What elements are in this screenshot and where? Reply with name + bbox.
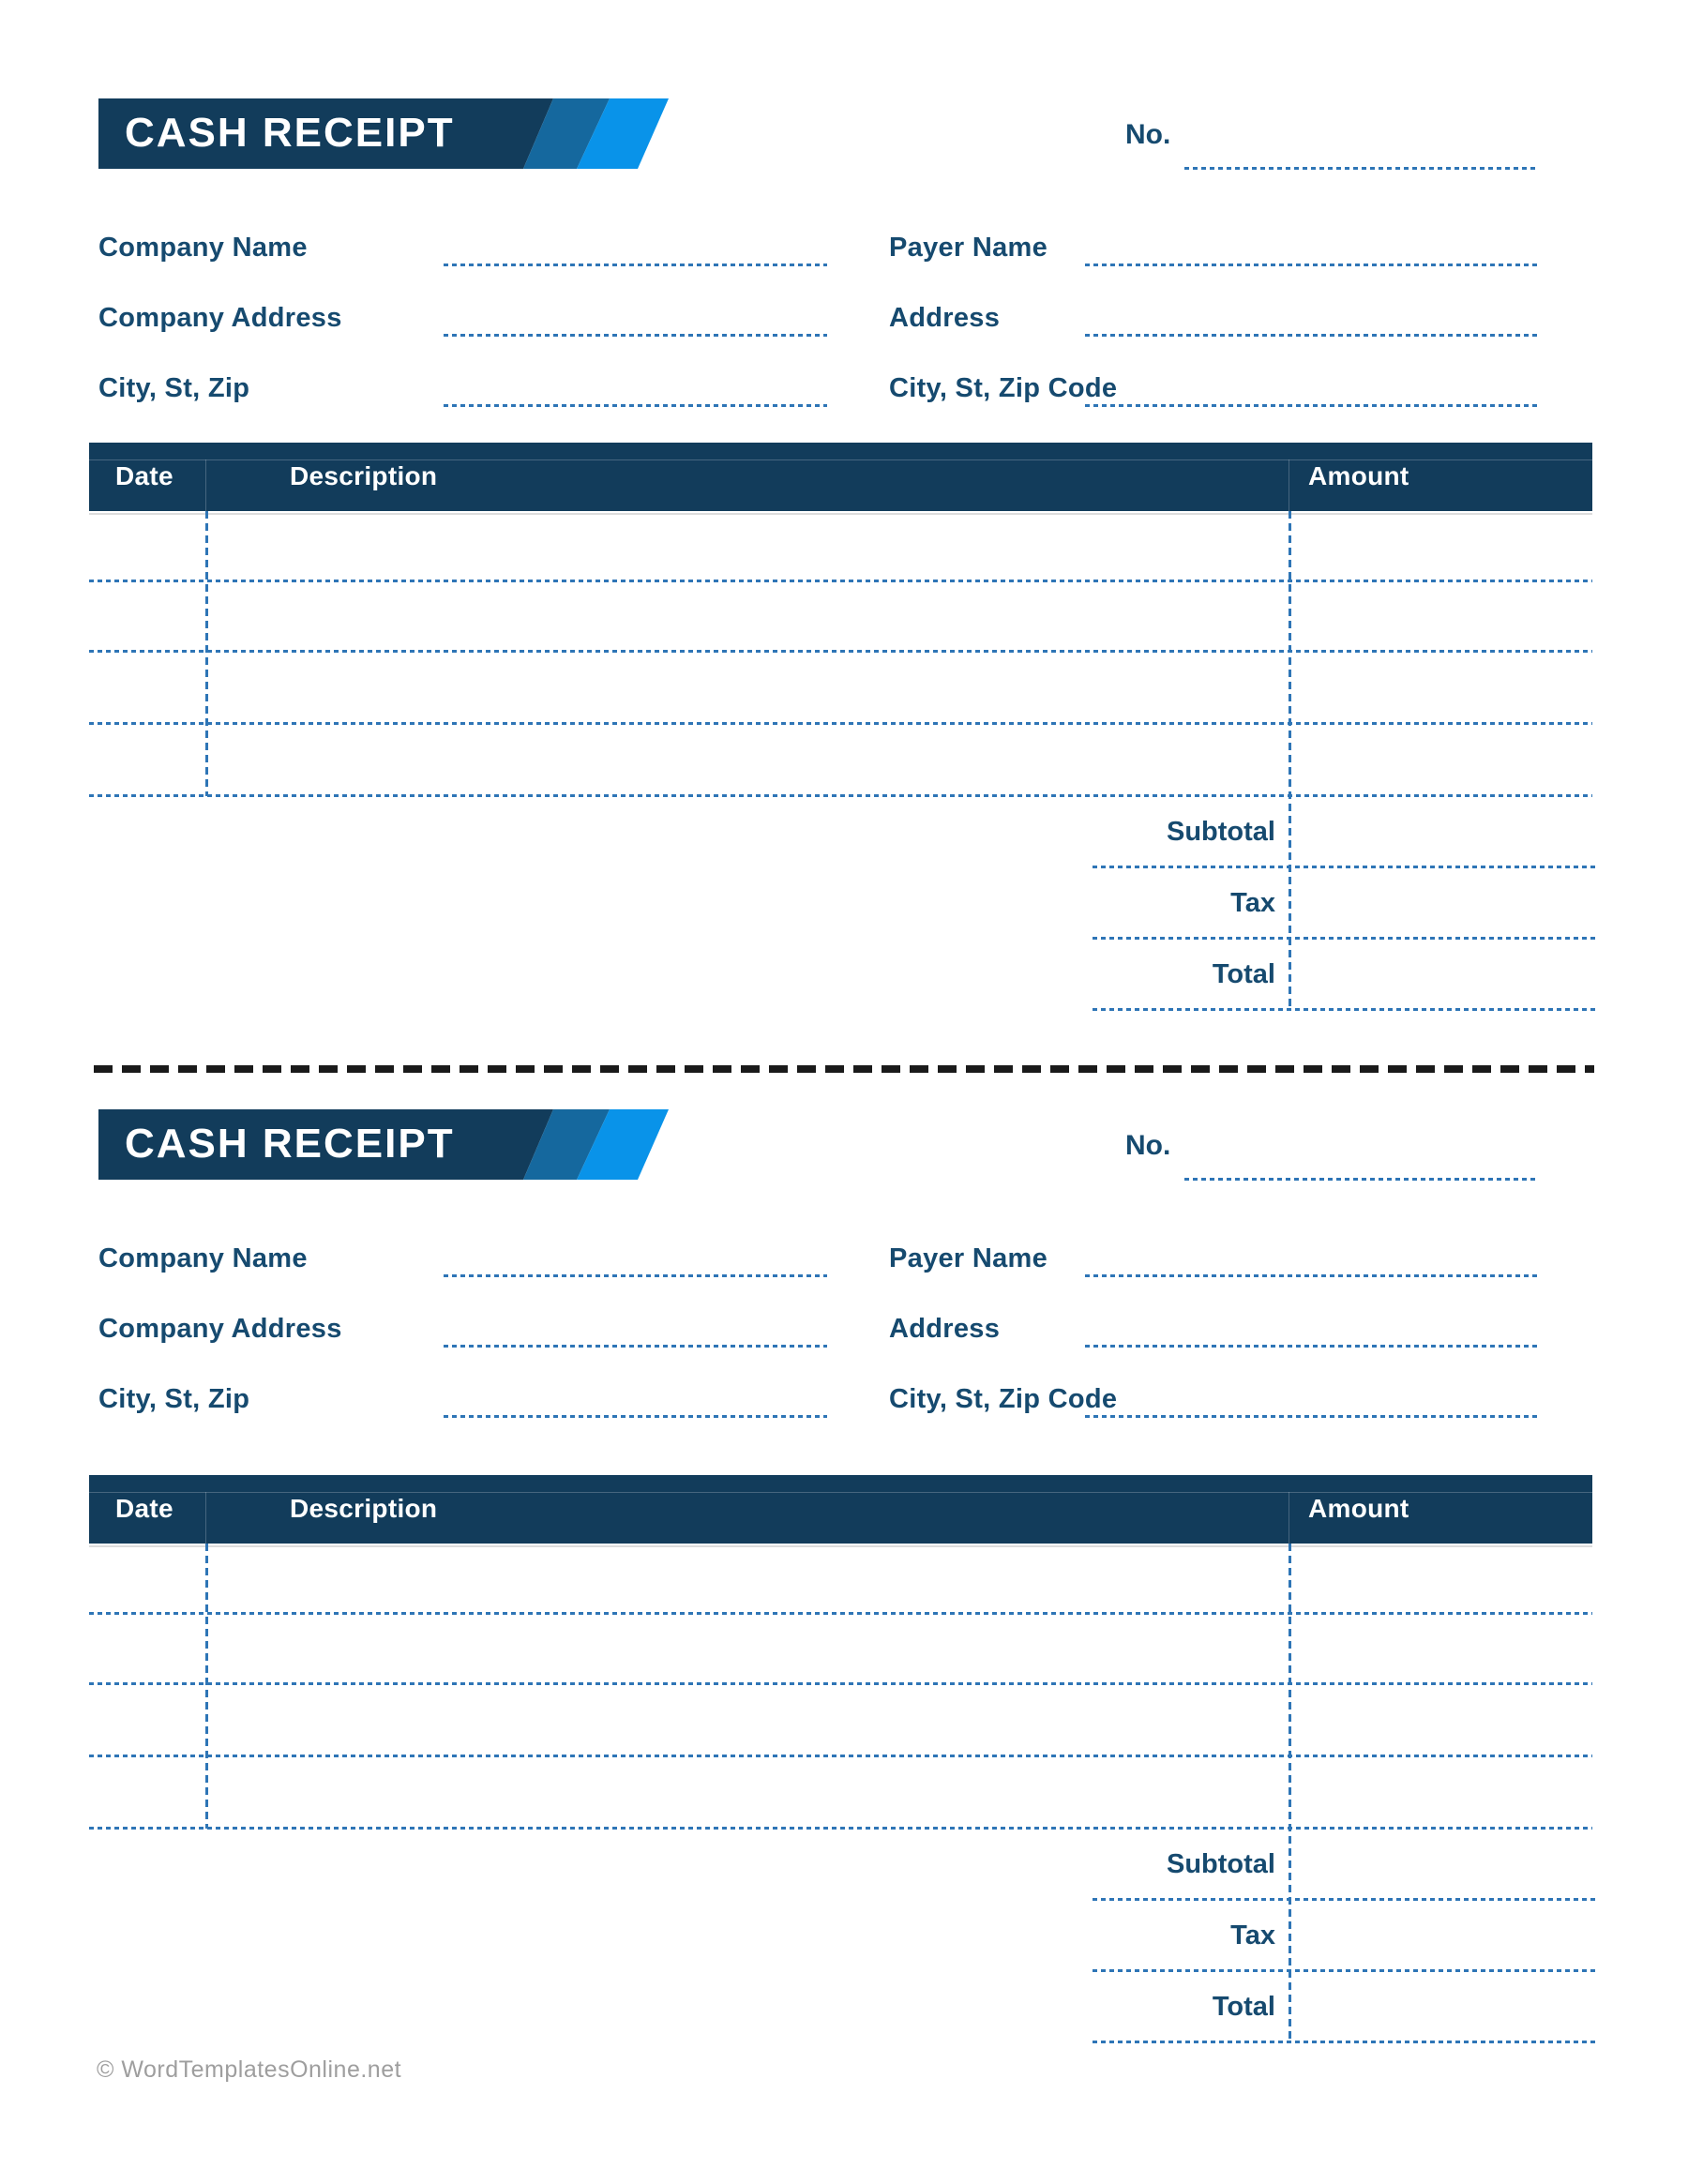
line-items-table xyxy=(89,443,1592,1010)
total-label: Total xyxy=(1212,959,1275,989)
table-header-row xyxy=(89,1475,1592,1544)
total-value-cell[interactable] xyxy=(1291,939,1592,1010)
company-city-label: City, St, Zip xyxy=(98,1384,250,1414)
receipt-no-label: No. xyxy=(1125,1130,1171,1161)
payer-city-label: City, St, Zip Code xyxy=(889,1384,1118,1414)
line-items-table xyxy=(89,1475,1592,2042)
table-row[interactable] xyxy=(89,652,1592,722)
subtotal-value-cell[interactable] xyxy=(1291,1829,1592,1900)
company-city-field[interactable] xyxy=(444,404,827,407)
payer-name-field[interactable] xyxy=(1085,1274,1538,1277)
title-banner xyxy=(98,98,669,169)
col-header-description: Description xyxy=(290,1494,438,1523)
company-name-label: Company Name xyxy=(98,1243,308,1273)
col-header-date: Date xyxy=(115,1494,173,1523)
tax-value-cell[interactable] xyxy=(1291,1900,1592,1971)
total-value-cell[interactable] xyxy=(1291,1971,1592,2042)
payer-city-label: City, St, Zip Code xyxy=(889,373,1118,403)
company-name-label: Company Name xyxy=(98,233,308,263)
table-row[interactable] xyxy=(89,581,1592,652)
row-divider xyxy=(89,1612,1592,1615)
company-address-label: Company Address xyxy=(98,303,342,333)
tax-label: Tax xyxy=(1230,888,1275,918)
payer-city-field[interactable] xyxy=(1085,404,1538,407)
table-row[interactable] xyxy=(89,1684,1592,1755)
payer-address-field[interactable] xyxy=(1085,334,1538,337)
company-address-label: Company Address xyxy=(98,1314,342,1344)
col-header-description: Description xyxy=(290,461,438,490)
table-row[interactable] xyxy=(89,1544,1592,1614)
row-divider xyxy=(89,1682,1592,1685)
subtotal-label: Subtotal xyxy=(1167,1849,1275,1879)
company-address-field[interactable] xyxy=(444,1345,827,1348)
receipt-no-field[interactable] xyxy=(1184,167,1538,170)
receipt-no-label: No. xyxy=(1125,119,1171,150)
col-header-date: Date xyxy=(115,461,173,490)
cash-receipt-form-bottom xyxy=(0,1109,1688,2056)
header-inner-line xyxy=(89,459,1592,460)
cash-receipt-form-top xyxy=(0,98,1688,1065)
company-name-field[interactable] xyxy=(444,1274,827,1277)
total-label: Total xyxy=(1212,1992,1275,2022)
table-row[interactable] xyxy=(89,1614,1592,1684)
row-divider xyxy=(89,722,1592,725)
company-address-field[interactable] xyxy=(444,334,827,337)
total-underline xyxy=(1093,2041,1599,2043)
subtotal-label: Subtotal xyxy=(1167,817,1275,847)
col-header-amount: Amount xyxy=(1308,461,1409,490)
cut-separator-dashed-line xyxy=(94,1065,1594,1073)
title-banner xyxy=(98,1109,669,1180)
tax-value-cell[interactable] xyxy=(1291,867,1592,939)
date-column-divider xyxy=(205,1544,208,1829)
payer-address-label: Address xyxy=(889,1314,1001,1344)
header-col-divider-date xyxy=(205,459,206,511)
receipt-no-field[interactable] xyxy=(1184,1178,1538,1181)
header-col-divider-date xyxy=(205,1492,206,1544)
row-divider xyxy=(89,580,1592,582)
table-row[interactable] xyxy=(89,724,1592,794)
tax-label: Tax xyxy=(1230,1920,1275,1951)
date-column-divider xyxy=(205,511,208,796)
header-inner-line xyxy=(89,1492,1592,1493)
payer-name-label: Payer Name xyxy=(889,1243,1048,1273)
form-title: CASH RECEIPT xyxy=(125,1120,455,1167)
form-title: CASH RECEIPT xyxy=(125,109,455,156)
table-row[interactable] xyxy=(89,511,1592,581)
company-city-field[interactable] xyxy=(444,1415,827,1418)
col-header-amount: Amount xyxy=(1308,1494,1409,1523)
row-divider xyxy=(89,650,1592,653)
company-name-field[interactable] xyxy=(444,264,827,266)
table-row[interactable] xyxy=(89,1756,1592,1827)
payer-address-label: Address xyxy=(889,303,1001,333)
payer-name-label: Payer Name xyxy=(889,233,1048,263)
payer-address-field[interactable] xyxy=(1085,1345,1538,1348)
payer-city-field[interactable] xyxy=(1085,1415,1538,1418)
copyright-watermark: © WordTemplatesOnline.net xyxy=(97,2056,402,2083)
total-underline xyxy=(1093,1008,1599,1011)
subtotal-value-cell[interactable] xyxy=(1291,796,1592,867)
payer-name-field[interactable] xyxy=(1085,264,1538,266)
row-divider xyxy=(89,1755,1592,1757)
company-city-label: City, St, Zip xyxy=(98,373,250,403)
table-header-row xyxy=(89,443,1592,511)
